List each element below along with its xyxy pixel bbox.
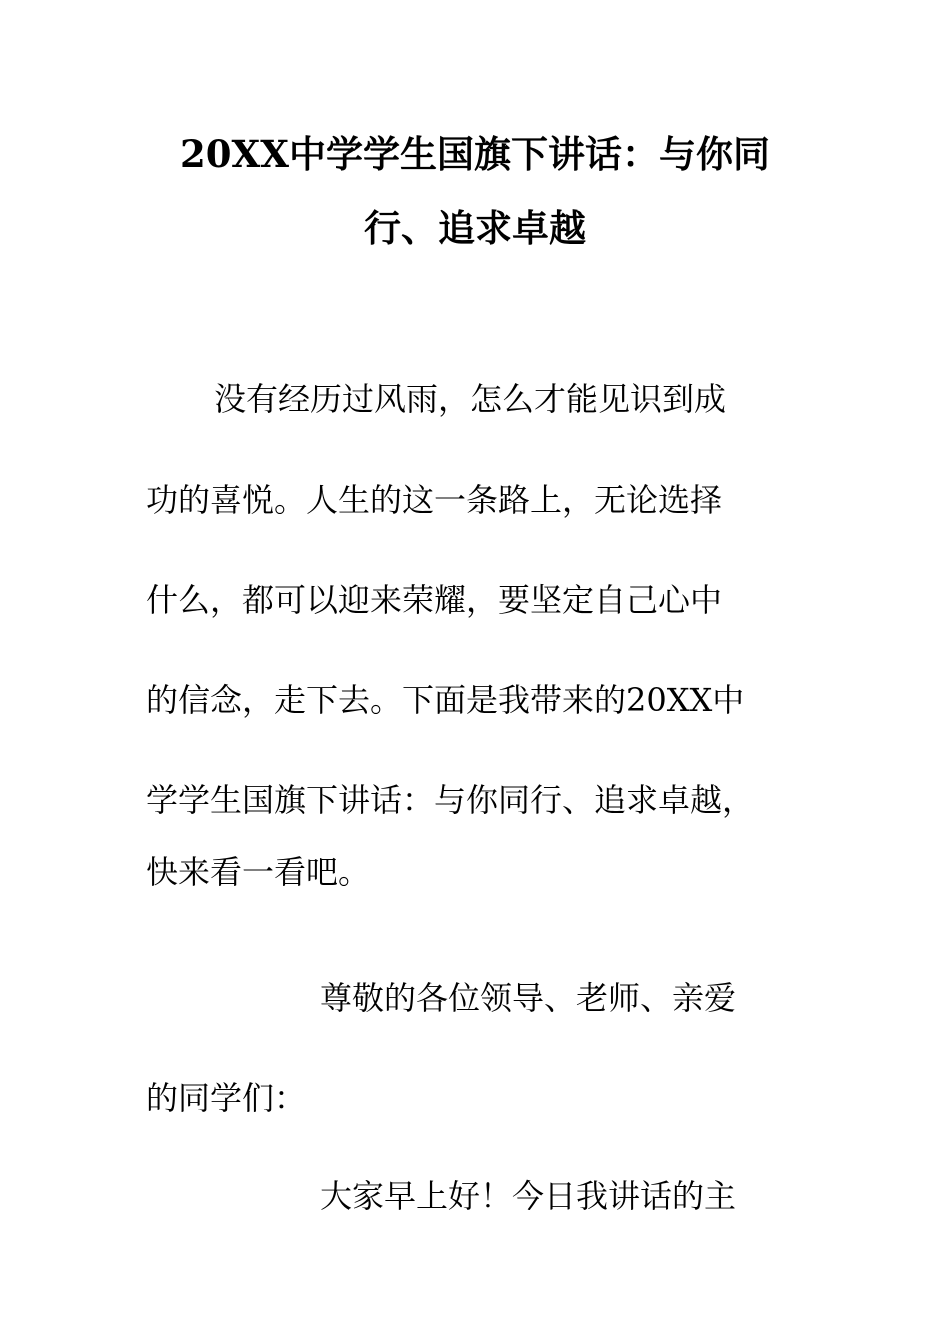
document-title-line-1: 20XX中学学生国旗下讲话：与你同 — [180, 132, 770, 176]
salutation-line-1: 尊敬的各位领导、老师、亲爱 — [320, 979, 737, 1017]
salutation-line-2: 的同学们： — [146, 1079, 307, 1117]
document-title-line-2: 行、追求卓越 — [364, 206, 586, 250]
body-line-5: 学学生国旗下讲话：与你同行、追求卓越， — [146, 781, 755, 819]
body-line-6: 快来看一看吧。 — [146, 853, 371, 891]
body-line-2: 功的喜悦。人生的这一条路上，无论选择 — [146, 481, 723, 519]
body-line-3: 什么，都可以迎来荣耀，要坚定自己心中 — [146, 581, 723, 619]
body-line-greeting: 大家早上好！今日我讲话的主 — [320, 1177, 737, 1215]
body-line-1: 没有经历过风雨，怎么才能见识到成 — [214, 380, 727, 418]
body-line-4: 的信念，走下去。下面是我带来的20XX中 — [146, 681, 745, 719]
